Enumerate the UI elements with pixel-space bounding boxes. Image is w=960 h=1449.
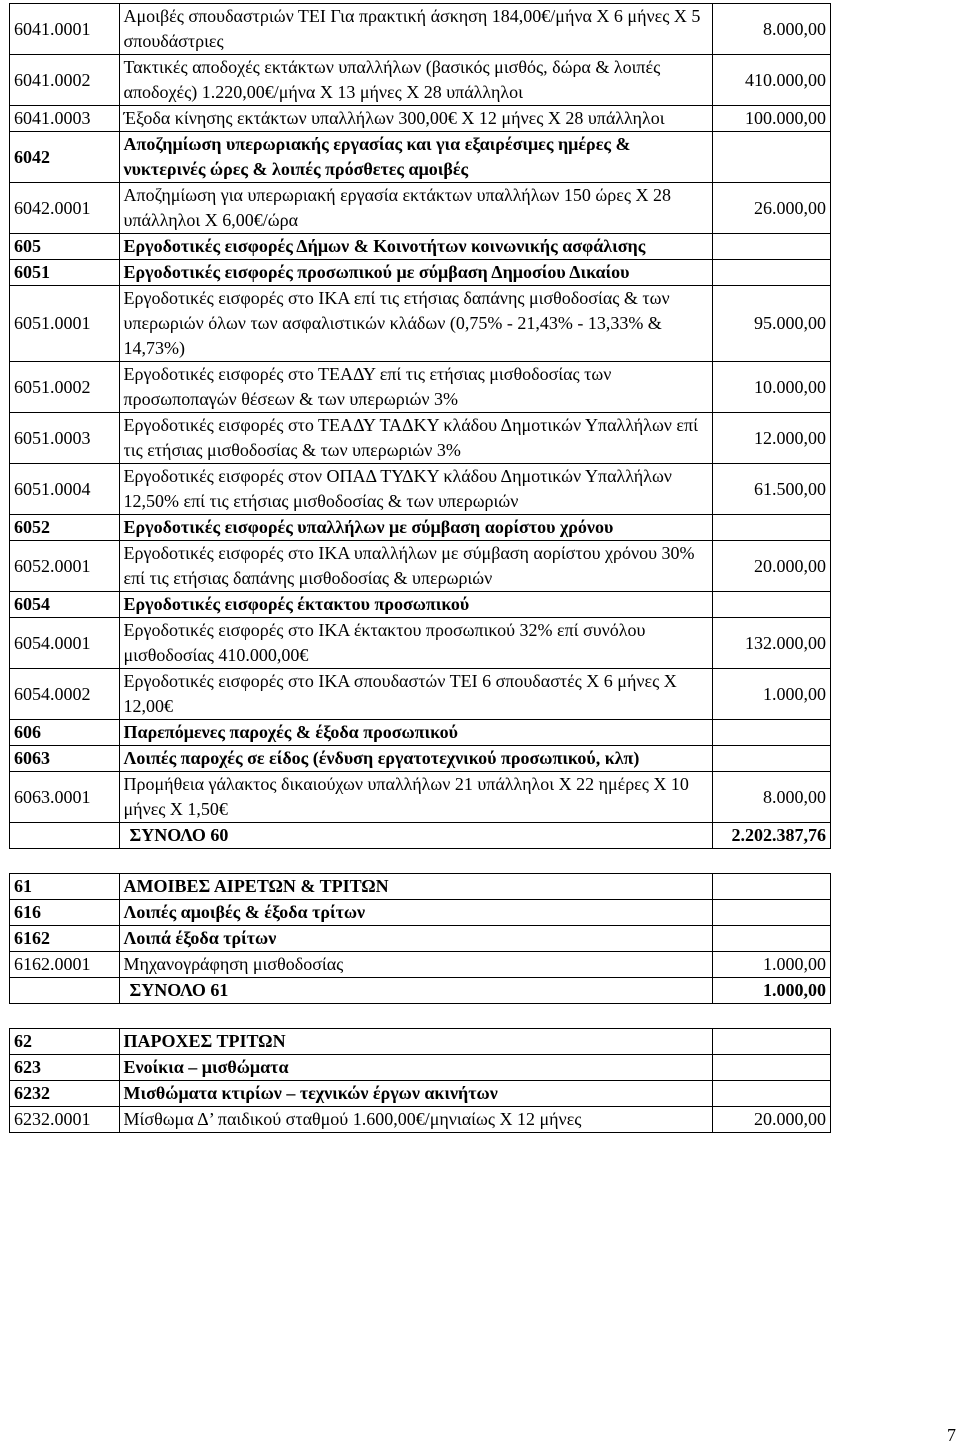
total-60-label: ΣΥΝΟΛΟ 60	[119, 823, 713, 849]
budget-row	[10, 132, 831, 183]
budget-amount	[713, 900, 831, 926]
total-60-code	[10, 823, 120, 849]
budget-description: Λοιπές αμοιβές & έξοδα τρίτων	[119, 900, 713, 926]
budget-description: ΑΜΟΙΒΕΣ ΑΙΡΕΤΩΝ & ΤΡΙΤΩΝ	[119, 874, 713, 900]
budget-row	[10, 260, 831, 286]
budget-description: Μηχανογράφηση μισθοδοσίας	[119, 952, 713, 978]
total-61-code	[10, 978, 120, 1004]
budget-description: ΠΑΡΟΧΕΣ ΤΡΙΤΩΝ	[119, 1029, 713, 1055]
total-61-amount: 1.000,00	[713, 978, 831, 1004]
budget-description: Αποζημίωση για υπερωριακή εργασία εκτάκτων υπαλλήλων 150 ώρες Χ 28 υπάλληλοι Χ 6,00€/ώρα	[119, 183, 713, 234]
budget-description: Έξοδα κίνησης εκτάκτων υπαλλήλων 300,00€ Χ 12 μήνες Χ 28 υπάλληλοι	[119, 106, 713, 132]
budget-amount	[713, 1029, 831, 1055]
budget-row	[10, 1107, 831, 1133]
budget-description: Εργοδοτικές εισφορές υπαλλήλων με σύμβαση αορίστου χρόνου	[119, 515, 713, 541]
total-61-row	[10, 978, 831, 1004]
budget-description: Λοιπές παροχές σε είδος (ένδυση εργατοτεχνικού προσωπικού, κλπ)	[119, 746, 713, 772]
budget-description: Εργοδοτικές εισφορές στο ΤΕΑΔΥ επί τις ετήσιας μισθοδοσίας των προσωποπαγών θέσεων & των υπερωριών 3%	[119, 362, 713, 413]
budget-code: 6051.0003	[10, 413, 120, 464]
budget-code: 6052	[10, 515, 120, 541]
section-gap	[9, 1004, 831, 1028]
budget-row	[10, 4, 831, 55]
budget-description: Εργοδοτικές εισφορές προσωπικού με σύμβαση Δημοσίου Δικαίου	[119, 260, 713, 286]
budget-amount: 132.000,00	[713, 618, 831, 669]
budget-code: 6063	[10, 746, 120, 772]
budget-amount	[713, 926, 831, 952]
budget-description: Εργοδοτικές εισφορές στο ΙΚΑ σπουδαστών ΤΕΙ 6 σπουδαστές Χ 6 μήνες Χ 12,00€	[119, 669, 713, 720]
budget-row	[10, 1081, 831, 1107]
budget-code: 6042.0001	[10, 183, 120, 234]
budget-row	[10, 618, 831, 669]
budget-description: Εργοδοτικές εισφορές στο ΙΚΑ υπαλλήλων με σύμβαση αορίστου χρόνου 30% επί τις ετήσιας δαπάνης μισθοδοσίας & υπερωριών	[119, 541, 713, 592]
budget-code: 6051.0002	[10, 362, 120, 413]
budget-code: 6054.0001	[10, 618, 120, 669]
budget-description: Τακτικές αποδοχές εκτάκτων υπαλλήλων (βασικός μισθός, δώρα & λοιπές αποδοχές) 1.220,00€/μήνα Χ 13 μήνες Χ 28 υπάλληλοι	[119, 55, 713, 106]
budget-row	[10, 772, 831, 823]
budget-row	[10, 720, 831, 746]
budget-description: Εργοδοτικές εισφορές έκτακτου προσωπικού	[119, 592, 713, 618]
budget-code: 616	[10, 900, 120, 926]
section-gap	[9, 849, 831, 873]
budget-description: Εργοδοτικές εισφορές Δήμων & Κοινοτήτων κοινωνικής ασφάλισης	[119, 234, 713, 260]
budget-code: 62	[10, 1029, 120, 1055]
budget-row	[10, 1055, 831, 1081]
budget-row	[10, 874, 831, 900]
budget-description: Μισθώματα κτιρίων – τεχνικών έργων ακινήτων	[119, 1081, 713, 1107]
budget-amount	[713, 515, 831, 541]
budget-amount	[713, 132, 831, 183]
budget-code: 6162.0001	[10, 952, 120, 978]
budget-row	[10, 234, 831, 260]
budget-code: 6052.0001	[10, 541, 120, 592]
budget-table-62	[9, 1028, 831, 1133]
budget-code: 6051.0004	[10, 464, 120, 515]
budget-table-61	[9, 873, 831, 1004]
budget-amount: 10.000,00	[713, 362, 831, 413]
budget-amount: 410.000,00	[713, 55, 831, 106]
total-60-row	[10, 823, 831, 849]
budget-row	[10, 106, 831, 132]
budget-code: 6042	[10, 132, 120, 183]
budget-table-60	[9, 3, 831, 849]
budget-description: Λοιπά έξοδα τρίτων	[119, 926, 713, 952]
budget-description: Αμοιβές σπουδαστριών ΤΕΙ Για πρακτική άσκηση 184,00€/μήνα Χ 6 μήνες Χ 5 σπουδάστριες	[119, 4, 713, 55]
budget-code: 61	[10, 874, 120, 900]
budget-row	[10, 286, 831, 362]
total-61-label: ΣΥΝΟΛΟ 61	[119, 978, 713, 1004]
budget-description: Αποζημίωση υπερωριακής εργασίας και για εξαιρέσιμες ημέρες & νυκτερινές ώρες & λοιπές πρόσθετες αμοιβές	[119, 132, 713, 183]
budget-row	[10, 541, 831, 592]
budget-row	[10, 413, 831, 464]
budget-code: 6041.0002	[10, 55, 120, 106]
budget-row	[10, 926, 831, 952]
budget-code: 6051.0001	[10, 286, 120, 362]
budget-amount: 8.000,00	[713, 772, 831, 823]
total-60-amount: 2.202.387,76	[713, 823, 831, 849]
budget-row	[10, 900, 831, 926]
budget-amount: 1.000,00	[713, 952, 831, 978]
budget-row	[10, 362, 831, 413]
budget-amount: 12.000,00	[713, 413, 831, 464]
budget-code: 605	[10, 234, 120, 260]
budget-amount	[713, 1081, 831, 1107]
budget-amount	[713, 592, 831, 618]
budget-code: 606	[10, 720, 120, 746]
budget-description: Εργοδοτικές εισφορές στο ΙΚΑ έκτακτου προσωπικού 32% επί συνόλου μισθοδοσίας 410.000,00€	[119, 618, 713, 669]
budget-row	[10, 55, 831, 106]
budget-description: Μίσθωμα Δ’ παιδικού σταθμού 1.600,00€/μηνιαίως Χ 12 μήνες	[119, 1107, 713, 1133]
budget-amount: 61.500,00	[713, 464, 831, 515]
budget-row	[10, 592, 831, 618]
budget-code: 6232	[10, 1081, 120, 1107]
budget-row	[10, 515, 831, 541]
budget-code: 6041.0001	[10, 4, 120, 55]
budget-amount: 20.000,00	[713, 541, 831, 592]
budget-amount: 26.000,00	[713, 183, 831, 234]
budget-code: 6162	[10, 926, 120, 952]
budget-code: 6232.0001	[10, 1107, 120, 1133]
budget-row	[10, 464, 831, 515]
budget-row	[10, 952, 831, 978]
budget-code: 6054.0002	[10, 669, 120, 720]
budget-description: Εργοδοτικές εισφορές στον ΟΠΑΔ ΤΥΔΚΥ κλάδου Δημοτικών Υπαλλήλων 12,50% επί τις ετήσιας μισθοδοσίας & των υπερωριών	[119, 464, 713, 515]
budget-description: Εργοδοτικές εισφορές στο ΤΕΑΔΥ ΤΑΔΚΥ κλάδου Δημοτικών Υπαλλήλων επί τις ετήσιας μισθοδοσίας & των υπερωριών 3%	[119, 413, 713, 464]
budget-row	[10, 746, 831, 772]
budget-amount: 1.000,00	[713, 669, 831, 720]
budget-row	[10, 1029, 831, 1055]
budget-amount: 100.000,00	[713, 106, 831, 132]
budget-description: Εργοδοτικές εισφορές στο ΙΚΑ επί τις ετήσιας δαπάνης μισθοδοσίας & των υπερωριών όλων των ασφαλιστικών κλάδων (0,75% - 21,43% - 13,33% & 14,73%)	[119, 286, 713, 362]
budget-description: Παρεπόμενες παροχές & έξοδα προσωπικού	[119, 720, 713, 746]
budget-code: 623	[10, 1055, 120, 1081]
budget-row	[10, 669, 831, 720]
budget-amount: 95.000,00	[713, 286, 831, 362]
budget-amount: 8.000,00	[713, 4, 831, 55]
budget-amount	[713, 720, 831, 746]
budget-amount: 20.000,00	[713, 1107, 831, 1133]
budget-amount	[713, 260, 831, 286]
budget-amount	[713, 746, 831, 772]
page-number: 7	[947, 1425, 956, 1445]
budget-document	[9, 3, 831, 1133]
budget-description: Ενοίκια – μισθώματα	[119, 1055, 713, 1081]
budget-description: Προμήθεια γάλακτος δικαιούχων υπαλλήλων 21 υπάλληλοι Χ 22 ημέρες Χ 10 μήνες Χ 1,50€	[119, 772, 713, 823]
budget-code: 6051	[10, 260, 120, 286]
budget-code: 6063.0001	[10, 772, 120, 823]
budget-code: 6041.0003	[10, 106, 120, 132]
budget-code: 6054	[10, 592, 120, 618]
budget-amount	[713, 1055, 831, 1081]
budget-amount	[713, 234, 831, 260]
budget-amount	[713, 874, 831, 900]
budget-row	[10, 183, 831, 234]
